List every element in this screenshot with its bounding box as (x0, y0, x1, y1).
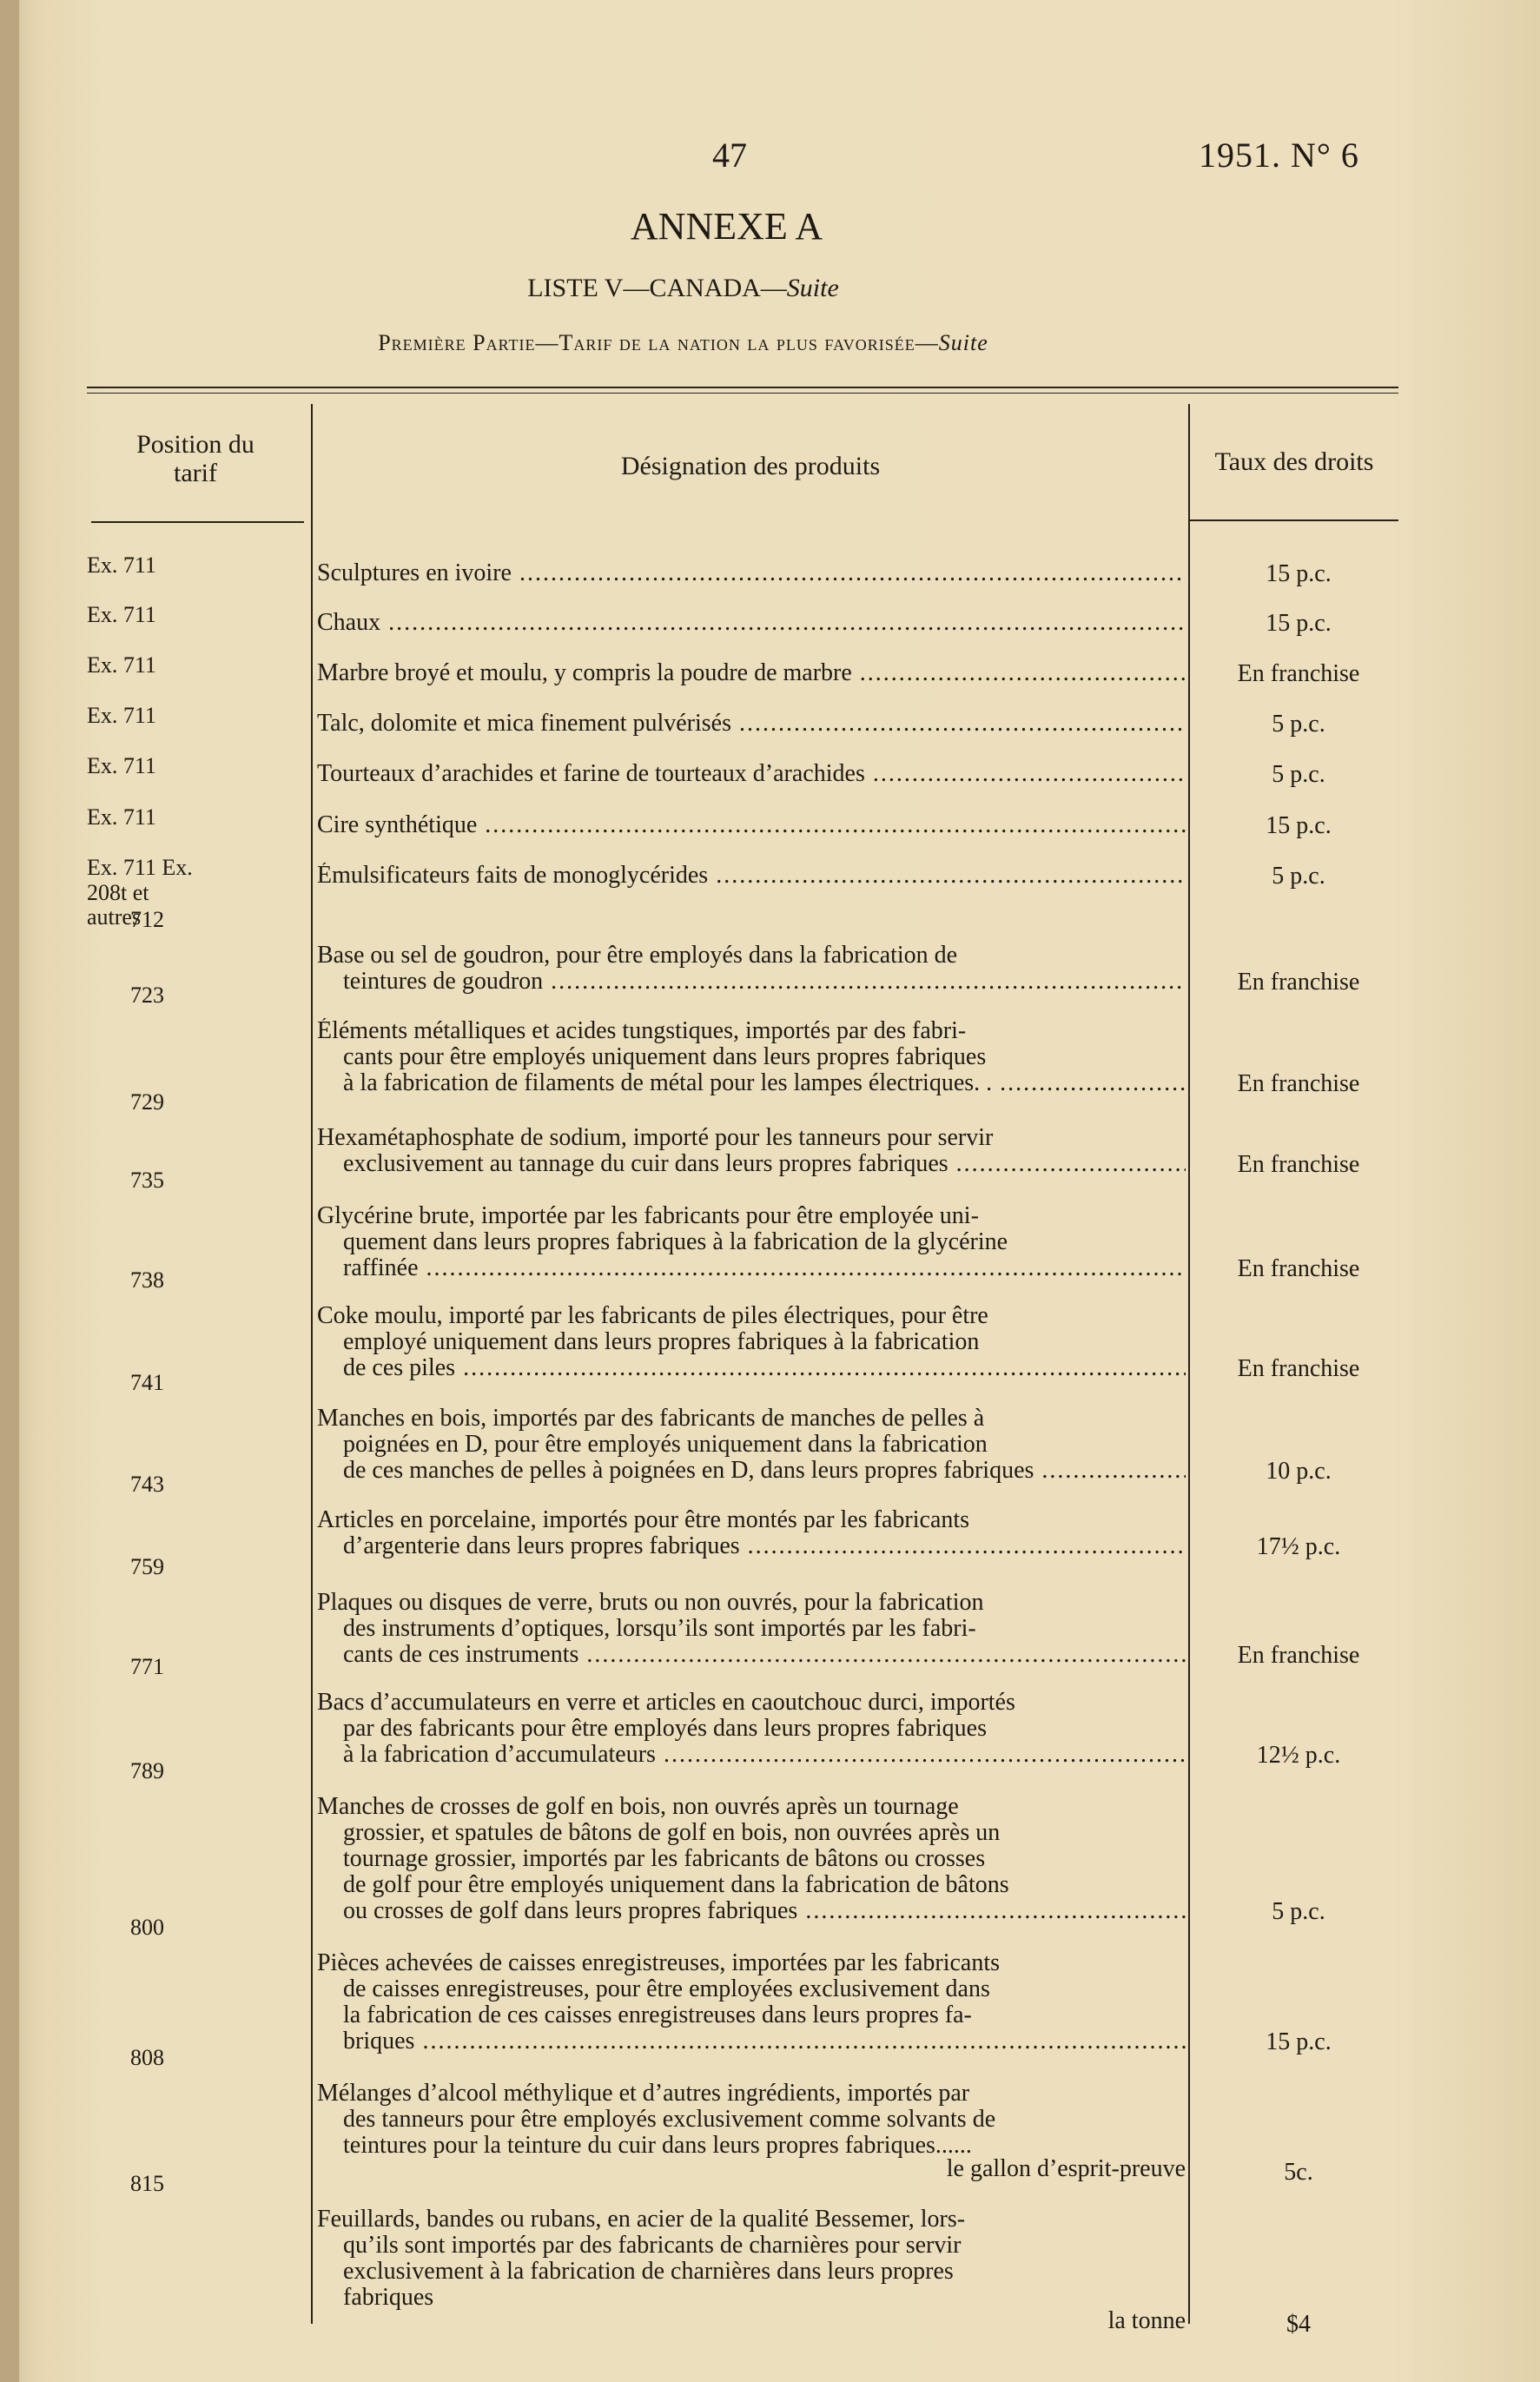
designation-line: fabriques (343, 2285, 434, 2311)
designation-line: briques ..... (317, 2028, 1186, 2054)
tariff-position: 789 (130, 1758, 164, 1783)
product-designation (317, 1203, 1186, 1281)
product-designation (317, 1507, 1186, 1559)
table-top-rule (87, 387, 1398, 388)
designation-line: Éléments métalliques et acides tungstiques, importés par des fabri- (317, 1018, 967, 1044)
designation-line: quement dans leurs propres fabriques à la fabrication de la glycérine (343, 1229, 1008, 1255)
tariff-position: 815 (130, 2171, 164, 2196)
tariff-position: Ex. 711 (87, 703, 156, 728)
tariff-position: 808 (130, 2045, 164, 2070)
designation-line: Manches de crosses de golf en bois, non ouvrés après un tournage (317, 1794, 959, 1820)
duty-rate: 5 p.c. (1272, 711, 1325, 738)
designation-line: des tanneurs pour être employés exclusivement comme solvants de (343, 2107, 996, 2133)
duty-rate: En franchise (1237, 969, 1360, 996)
column-divider-right (1188, 404, 1190, 2324)
duty-rate: 15 p.c. (1266, 2028, 1332, 2055)
designation-line: Bacs d’accumulateurs en verre et articles en caoutchouc durci, importés (317, 1690, 1015, 1716)
designation-line: Plaques ou disques de verre, bruts ou non ouvrés, pour la fabrication (317, 1590, 984, 1616)
product-designation (317, 1590, 1186, 1668)
designation-line: Sculptures en ivoire ..... (317, 560, 1186, 586)
tariff-position: Ex. 711 (87, 602, 156, 627)
tariff-position: 743 (130, 1472, 164, 1497)
designation-line: de ces piles ..... (317, 1355, 1186, 1381)
tariff-position: 741 (130, 1370, 164, 1395)
duty-rate: 12½ p.c. (1256, 1742, 1341, 1769)
product-designation (317, 863, 1186, 889)
duty-rate: 17½ p.c. (1256, 1533, 1341, 1560)
tariff-position: Ex. 711 (87, 753, 156, 778)
header-position: Position du tarif (136, 430, 254, 487)
designation-line: tournage grossier, importés par les fabricants de bâtons ou crosses (343, 1846, 986, 1872)
binding-edge (0, 0, 19, 2382)
tariff-position: 771 (130, 1654, 164, 1679)
product-designation (317, 761, 1186, 787)
header-designation: Désignation des produits (620, 452, 881, 480)
column-divider-left (311, 404, 313, 2324)
tariff-position: 729 (130, 1089, 164, 1115)
tariff-position: 800 (130, 1915, 164, 1940)
duty-rate: $4 (1286, 2311, 1311, 2338)
designation-line: Articles en porcelaine, importés pour être montés par les fabricants (317, 1507, 970, 1533)
header-rate: Taux des droits (1214, 447, 1374, 476)
product-designation (317, 1690, 1186, 1768)
tariff-position: Ex. 711 Ex. 208t et autres (87, 855, 193, 930)
duty-rate: 5 p.c. (1272, 761, 1325, 788)
product-designation (317, 1303, 1186, 1381)
duty-rate: 10 p.c. (1266, 1458, 1332, 1485)
designation-line: Glycérine brute, importée par les fabricants pour être employée uni- (317, 1203, 979, 1229)
designation-line: poignées en D, pour être employés uniquement dans la fabrication (343, 1432, 988, 1458)
designation-line: de caisses enregistreuses, pour être employées exclusivement dans (343, 1976, 990, 2002)
header-rate-rule (1190, 519, 1398, 521)
product-designation (317, 1125, 1186, 1177)
tariff-position: 738 (130, 1267, 164, 1293)
tariff-position: 723 (130, 983, 164, 1008)
designation-line: exclusivement au tannage du cuir dans leurs propres fabriques ..... (317, 1151, 1186, 1177)
designation-line: Feuillards, bandes ou rubans, en acier de la qualité Bessemer, lors- (317, 2207, 966, 2233)
designation-line: Mélanges d’alcool méthylique et d’autres ingrédients, importés par (317, 2081, 970, 2107)
tariff-position: 712 (130, 907, 164, 932)
product-designation (317, 943, 1186, 995)
duty-rate: 15 p.c. (1266, 610, 1332, 637)
duty-rate: En franchise (1237, 1070, 1360, 1097)
annex-title: ANNEXE A (630, 205, 823, 248)
designation-line: Chaux ..... (317, 610, 1186, 636)
product-designation (317, 711, 1186, 737)
tariff-position: Ex. 711 (87, 552, 156, 578)
product-designation (317, 2207, 1186, 2311)
duty-rate: 5 p.c. (1272, 1898, 1325, 1925)
product-designation (317, 660, 1186, 686)
designation-line: Base ou sel de goudron, pour être employés dans la fabrication de (317, 943, 958, 969)
tariff-position: Ex. 711 (87, 804, 156, 830)
duty-rate: En franchise (1237, 1255, 1360, 1282)
product-designation (317, 560, 1186, 586)
duty-rate: 5 p.c. (1272, 863, 1325, 890)
duty-rate: En franchise (1237, 1642, 1360, 1669)
designation-line: exclusivement à la fabrication de charnières dans leurs propres (343, 2259, 954, 2285)
designation-line: Pièces achevées de caisses enregistreuses, importées par les fabricants (317, 1950, 1001, 1976)
designation-line: Talc, dolomite et mica finement pulvérisés ..... (317, 711, 1186, 737)
table-top-rule-thin (87, 393, 1398, 394)
designation-line: qu’ils sont importés par des fabricants de charnières pour servir (343, 2233, 962, 2259)
duty-rate: En franchise (1237, 660, 1360, 687)
designation-line: ou crosses de golf dans leurs propres fabriques ..... (317, 1898, 1186, 1924)
product-designation (317, 2081, 1186, 2159)
page-number: 47 (712, 136, 747, 175)
designation-line: cants pour être employés uniquement dans leurs propres fabriques (343, 1044, 987, 1070)
product-designation (317, 1950, 1186, 2054)
designation-line: cants de ces instruments ..... (317, 1642, 1186, 1668)
product-designation (317, 812, 1186, 838)
tariff-position: 759 (130, 1554, 164, 1579)
designation-line: Marbre broyé et moulu, y compris la poudre de marbre ..... (317, 660, 1186, 686)
year-issue: 1951. N° 6 (1199, 136, 1359, 175)
tariff-position: 735 (130, 1168, 164, 1193)
designation-line: teintures pour la teinture du cuir dans leurs propres fabriques...... (343, 2133, 972, 2159)
designation-line: raffinée ..... (317, 1255, 1186, 1281)
product-designation (317, 1018, 1186, 1096)
duty-rate: 5c. (1284, 2159, 1313, 2186)
designation-line: grossier, et spatules de bâtons de golf en bois, non ouvrées après un (343, 1820, 1001, 1846)
tariff-position: Ex. 711 (87, 652, 156, 678)
designation-line: de ces manches de pelles à poignées en D, dans leurs propres fabriques ..... (317, 1458, 1186, 1484)
unit-label: la tonne (1107, 2307, 1186, 2334)
unit-label: le gallon d’esprit-preuve (946, 2155, 1186, 2182)
duty-rate: En franchise (1237, 1151, 1360, 1178)
designation-line: à la fabrication d’accumulateurs ..... (317, 1742, 1186, 1768)
part-title: Première Partie—Tarif de la nation la plus favorisée—Suite (378, 330, 988, 355)
duty-rate: En franchise (1237, 1355, 1360, 1382)
designation-line: Manches en bois, importés par des fabricants de manches de pelles à (317, 1406, 985, 1432)
designation-line: Émulsificateurs faits de monoglycérides ..... (317, 863, 1186, 889)
product-designation (317, 1794, 1186, 1924)
designation-line: teintures de goudron ..... (317, 969, 1186, 995)
duty-rate: 15 p.c. (1266, 560, 1332, 587)
duty-rate: 15 p.c. (1266, 812, 1332, 839)
designation-line: Tourteaux d’arachides et farine de tourteaux d’arachides ..... (317, 761, 1186, 787)
designation-line: d’argenterie dans leurs propres fabriques ..... (317, 1533, 1186, 1559)
designation-line: par des fabricants pour être employés dans leurs propres fabriques (343, 1716, 987, 1742)
designation-line: des instruments d’optiques, lorsqu’ils sont importés par les fabri- (343, 1616, 976, 1642)
designation-line: Hexamétaphosphate de sodium, importé pour les tanneurs pour servir (317, 1125, 994, 1151)
list-subtitle: LISTE V—CANADA—Suite (527, 274, 839, 302)
designation-line: employé uniquement dans leurs propres fabriques à la fabrication (343, 1329, 980, 1355)
designation-line: Cire synthétique ..... (317, 812, 1186, 838)
header-position-rule (91, 521, 304, 523)
designation-line: la fabrication de ces caisses enregistreuses dans leurs propres fa- (343, 2002, 972, 2028)
designation-line: à la fabrication de filaments de métal pour les lampes électriques. . ..... (317, 1070, 1186, 1096)
designation-line: de golf pour être employés uniquement dans la fabrication de bâtons (343, 1872, 1009, 1898)
designation-line: Coke moulu, importé par les fabricants de piles électriques, pour être (317, 1303, 988, 1329)
product-designation (317, 610, 1186, 636)
product-designation (317, 1406, 1186, 1484)
